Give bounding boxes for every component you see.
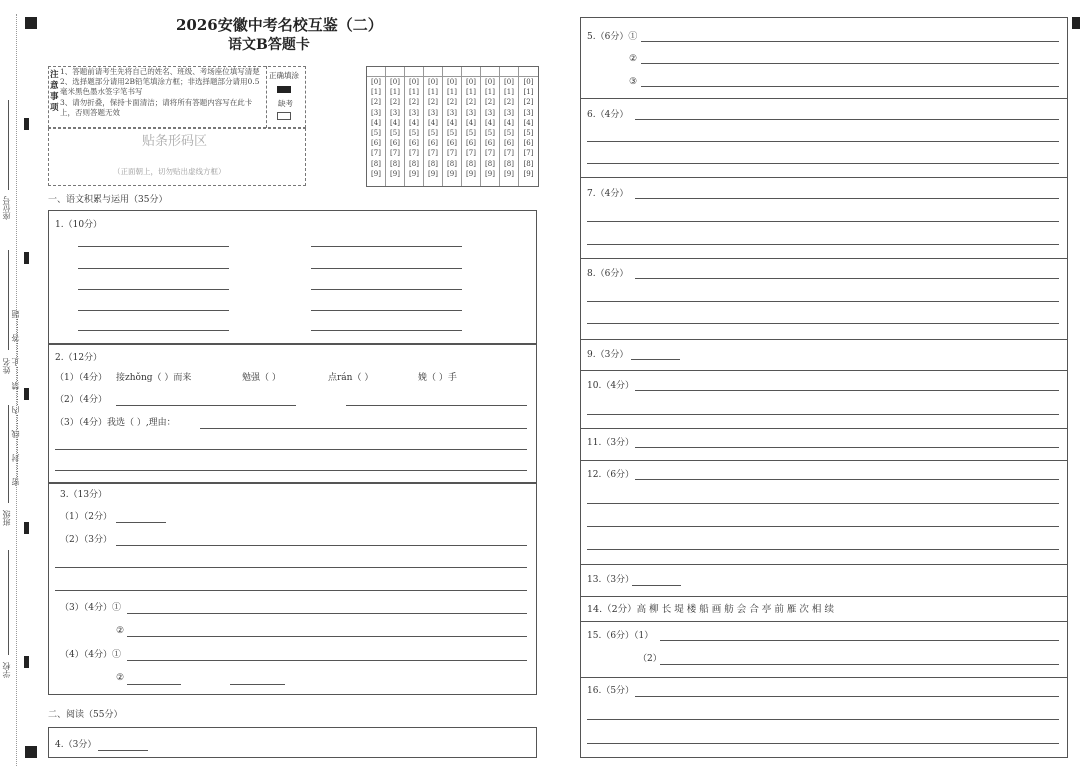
id-digit-bubble[interactable]: [7] bbox=[390, 149, 400, 158]
id-digit-bubble[interactable]: [3] bbox=[390, 108, 400, 117]
q3-4b-line[interactable] bbox=[230, 684, 285, 685]
q3-1-line[interactable] bbox=[116, 522, 166, 523]
id-digit-bubble[interactable]: [8] bbox=[504, 159, 514, 168]
id-digit-bubble[interactable]: [0] bbox=[504, 78, 514, 86]
name-line bbox=[8, 250, 9, 350]
q5-line[interactable] bbox=[641, 41, 1059, 42]
q1-line[interactable] bbox=[311, 310, 462, 311]
q11-line[interactable] bbox=[635, 447, 1059, 448]
q3-3b-line[interactable] bbox=[127, 636, 527, 637]
id-digit-bubble[interactable]: [6] bbox=[485, 139, 495, 148]
id-digit-bubble[interactable]: [6] bbox=[447, 139, 457, 148]
id-digit-bubble[interactable]: [5] bbox=[523, 128, 534, 137]
id-digit-bubble[interactable]: [3] bbox=[447, 108, 457, 117]
id-write-cell[interactable] bbox=[405, 67, 423, 77]
id-digit-bubble[interactable]: [7] bbox=[428, 149, 438, 158]
id-digit-bubble[interactable]: [1] bbox=[428, 88, 438, 97]
id-digit-bubble[interactable]: [4] bbox=[428, 118, 438, 127]
q8-line[interactable] bbox=[635, 278, 1059, 279]
notice-items bbox=[60, 67, 266, 118]
corner-mark-top-right bbox=[1072, 17, 1080, 29]
timing-mark bbox=[24, 252, 29, 264]
q16-line[interactable] bbox=[587, 719, 1059, 720]
q8-line[interactable] bbox=[587, 301, 1059, 302]
id-digit-bubble[interactable]: [6] bbox=[523, 139, 534, 148]
name-label: 姓名 bbox=[2, 358, 11, 374]
q5c-line[interactable] bbox=[641, 86, 1059, 87]
q2-1-b[interactable]: 勉强（ ） bbox=[242, 373, 281, 383]
notice-item-3: 3、请勿折叠，保持卡面清洁；请将所有答题内容写在此卡上，否则答题无效 bbox=[60, 97, 253, 117]
q3-2-line[interactable] bbox=[55, 590, 527, 591]
absent-label: 缺考 bbox=[278, 99, 293, 108]
id-digit-bubble[interactable]: [5] bbox=[371, 128, 381, 137]
id-digit-bubble[interactable]: [6] bbox=[409, 139, 419, 148]
id-digit-bubble[interactable]: [4] bbox=[447, 118, 457, 127]
id-digit-bubble[interactable]: [2] bbox=[409, 98, 419, 107]
q3-4-line[interactable] bbox=[127, 660, 527, 661]
id-digit-bubble[interactable]: [8] bbox=[428, 159, 438, 168]
q2-1-d[interactable]: 娩（ ）手 bbox=[418, 373, 457, 383]
id-digit-bubble[interactable]: [1] bbox=[447, 88, 457, 97]
q2-3-line[interactable] bbox=[55, 470, 527, 471]
timing-mark bbox=[24, 388, 29, 400]
q3-2-label: （2）（3分） bbox=[60, 535, 112, 545]
id-digit-bubble[interactable]: [5] bbox=[409, 128, 419, 137]
id-digit-bubble[interactable]: [5] bbox=[390, 128, 400, 137]
q9-label: 9.（3分） bbox=[587, 350, 629, 360]
id-digit-bubble[interactable]: [0] bbox=[390, 78, 400, 86]
id-digit-bubble[interactable]: [0] bbox=[428, 78, 438, 86]
id-digit-bubble[interactable]: [9] bbox=[409, 169, 419, 178]
id-digit-bubble[interactable]: [9] bbox=[504, 169, 514, 178]
q1-box bbox=[48, 210, 537, 344]
id-digit-bubble[interactable]: [8] bbox=[466, 159, 476, 168]
id-digit-bubble[interactable]: [6] bbox=[466, 139, 476, 148]
q3-3b-label: ② bbox=[116, 626, 125, 636]
id-digit-bubble[interactable]: [3] bbox=[409, 108, 419, 117]
q2-3-line[interactable] bbox=[200, 428, 527, 429]
section-divider bbox=[580, 621, 1068, 622]
q12-line[interactable] bbox=[587, 503, 1059, 504]
id-write-cell[interactable] bbox=[519, 67, 538, 77]
id-digit-bubble[interactable]: [5] bbox=[485, 128, 495, 137]
id-digit-bubble[interactable]: [8] bbox=[485, 159, 495, 168]
id-digit-bubble[interactable]: [0] bbox=[523, 78, 534, 86]
q15-line[interactable] bbox=[660, 640, 1059, 641]
id-digit-bubble[interactable]: [4] bbox=[390, 118, 400, 127]
q13-line[interactable] bbox=[632, 585, 681, 586]
q6-line[interactable] bbox=[587, 141, 1059, 142]
id-digit-bubble[interactable]: [3] bbox=[504, 108, 514, 117]
id-digit-bubble[interactable]: [9] bbox=[523, 169, 534, 178]
q2-1-c[interactable]: 点rán（ ） bbox=[328, 373, 374, 383]
section-divider bbox=[580, 370, 1068, 371]
q12-line[interactable] bbox=[587, 549, 1059, 550]
fill-example-mark bbox=[277, 86, 291, 93]
q12-line[interactable] bbox=[635, 479, 1059, 480]
id-digit-bubble[interactable]: [7] bbox=[485, 149, 495, 158]
id-digit-bubble[interactable]: [0] bbox=[409, 78, 419, 86]
q1-line[interactable] bbox=[311, 268, 462, 269]
id-digit-bubble[interactable]: [8] bbox=[523, 159, 534, 168]
id-digit-bubble[interactable]: [7] bbox=[447, 149, 457, 158]
id-digit-bubble[interactable]: [9] bbox=[390, 169, 400, 178]
q2-1-a[interactable]: 接zhǒng（ ）而来 bbox=[116, 373, 192, 383]
id-write-cell[interactable] bbox=[481, 67, 499, 77]
seal-label: 密……封……线……内……禁……止……答……题 bbox=[11, 310, 20, 486]
fill-divider bbox=[266, 66, 267, 128]
id-digit-bubble[interactable]: [1] bbox=[504, 88, 514, 97]
corner-mark-bottom-left bbox=[25, 746, 37, 758]
right-column-box bbox=[580, 17, 1068, 758]
id-digit-bubble[interactable]: [0] bbox=[371, 78, 381, 86]
q12-line[interactable] bbox=[587, 526, 1059, 527]
q9-line[interactable] bbox=[631, 359, 680, 360]
q14-label: 14.（2分）高 柳 长 堤 楼 船 画 舫 会 合 亭 前 雁 次 相 续 bbox=[587, 604, 834, 615]
notice-item-1: 1、答题前请考生先将自己的姓名、班级、考场座位填写清楚 bbox=[60, 67, 260, 76]
id-digit-bubble[interactable]: [8] bbox=[447, 159, 457, 168]
class-line bbox=[8, 405, 9, 503]
id-digit-bubble[interactable]: [9] bbox=[485, 169, 495, 178]
id-write-cell[interactable] bbox=[462, 67, 480, 77]
id-write-cell[interactable] bbox=[424, 67, 442, 77]
q1-line[interactable] bbox=[311, 289, 462, 290]
id-digit-bubble[interactable]: [4] bbox=[466, 118, 476, 127]
q2-1-label: （1）（4分） bbox=[55, 373, 107, 383]
id-digit-bubble[interactable]: [6] bbox=[390, 139, 400, 148]
id-digit-bubble[interactable]: [2] bbox=[466, 98, 476, 107]
q8-line[interactable] bbox=[587, 323, 1059, 324]
section-divider bbox=[580, 564, 1068, 565]
q1-line[interactable] bbox=[311, 246, 462, 247]
id-grid-column bbox=[481, 67, 500, 186]
id-digit-bubble[interactable]: [3] bbox=[466, 108, 476, 117]
q7-line[interactable] bbox=[635, 198, 1059, 199]
q6-line[interactable] bbox=[587, 163, 1059, 164]
q15-label: 15.（6分）（1） bbox=[587, 631, 654, 641]
section-divider bbox=[580, 339, 1068, 340]
id-write-cell[interactable] bbox=[443, 67, 461, 77]
id-digit-bubble[interactable]: [9] bbox=[428, 169, 438, 178]
id-digit-bubble[interactable]: [1] bbox=[523, 88, 534, 97]
id-grid-column bbox=[519, 67, 538, 186]
section-2-title: 二、阅读（55分） bbox=[48, 710, 123, 720]
id-grid-column bbox=[424, 67, 443, 186]
id-write-cell[interactable] bbox=[367, 67, 385, 77]
id-digit-bubble[interactable]: [4] bbox=[504, 118, 514, 127]
q6-label: 6.（4分） bbox=[587, 110, 629, 120]
id-digit-bubble[interactable]: [2] bbox=[504, 98, 514, 107]
id-digit-bubble[interactable]: [0] bbox=[466, 78, 476, 86]
q1-line[interactable] bbox=[78, 246, 229, 247]
absent-checkbox[interactable] bbox=[277, 112, 291, 120]
q11-label: 11.（3分） bbox=[587, 438, 635, 448]
q7-line[interactable] bbox=[587, 244, 1059, 245]
section-divider bbox=[580, 677, 1068, 678]
id-write-cell[interactable] bbox=[386, 67, 404, 77]
q10-line[interactable] bbox=[587, 414, 1059, 415]
q1-line[interactable] bbox=[78, 310, 229, 311]
q2-3-line[interactable] bbox=[55, 449, 527, 450]
id-digit-bubble[interactable]: [9] bbox=[447, 169, 457, 178]
id-digit-bubble[interactable]: [3] bbox=[428, 108, 438, 117]
section-divider bbox=[580, 258, 1068, 259]
timing-mark bbox=[24, 522, 29, 534]
q4-label: 4.（3分） bbox=[55, 740, 97, 750]
id-digit-bubble[interactable]: [8] bbox=[390, 159, 400, 168]
seat-line bbox=[8, 100, 9, 190]
seat-label: 座位号 bbox=[2, 196, 11, 220]
id-digit-bubble[interactable]: [7] bbox=[523, 149, 534, 158]
id-digit-bubble[interactable]: [1] bbox=[466, 88, 476, 97]
id-digit-bubble[interactable]: [4] bbox=[371, 118, 381, 127]
q2-2-label: （2）（4分） bbox=[55, 395, 107, 405]
q3-box bbox=[48, 483, 537, 695]
id-digit-bubble[interactable]: [8] bbox=[409, 159, 419, 168]
class-label: 班级 bbox=[2, 510, 11, 526]
q3-2-line[interactable] bbox=[116, 545, 527, 546]
id-digit-bubble[interactable]: [2] bbox=[447, 98, 457, 107]
q10-line[interactable] bbox=[635, 390, 1059, 391]
id-digit-bubble[interactable]: [6] bbox=[428, 139, 438, 148]
id-digit-bubble[interactable]: [8] bbox=[371, 159, 381, 168]
section-1-title: 一、语文积累与运用（35分） bbox=[48, 195, 168, 205]
student-id-grid[interactable] bbox=[366, 66, 539, 187]
q10-label: 10.（4分） bbox=[587, 381, 635, 391]
id-digit-bubble[interactable]: [7] bbox=[371, 149, 381, 158]
q1-line[interactable] bbox=[78, 289, 229, 290]
id-digit-bubble[interactable]: [3] bbox=[523, 108, 534, 117]
id-digit-bubble[interactable]: [7] bbox=[504, 149, 514, 158]
q1-label: 1.（10分） bbox=[55, 220, 103, 230]
q5b-label: ② bbox=[629, 54, 638, 64]
q2-label: 2.（12分） bbox=[55, 353, 103, 363]
id-digit-bubble[interactable]: [7] bbox=[466, 149, 476, 158]
barcode-hint: （正面朝上，切勿贴出虚线方框） bbox=[113, 167, 226, 176]
q4-line[interactable] bbox=[98, 750, 148, 751]
q2-2-line[interactable] bbox=[346, 405, 527, 406]
section-divider bbox=[580, 98, 1068, 99]
id-digit-bubble[interactable]: [1] bbox=[409, 88, 419, 97]
id-digit-bubble[interactable]: [5] bbox=[428, 128, 438, 137]
q3-4b-line[interactable] bbox=[127, 684, 181, 685]
section-divider bbox=[580, 596, 1068, 597]
q8-label: 8.（6分） bbox=[587, 269, 629, 279]
section-divider bbox=[580, 460, 1068, 461]
id-digit-bubble[interactable]: [2] bbox=[371, 98, 381, 107]
id-digit-bubble[interactable]: [2] bbox=[523, 98, 534, 107]
id-grid-column bbox=[462, 67, 481, 186]
exam-subtitle: 语文B答题卡 bbox=[228, 37, 310, 53]
q1-line[interactable] bbox=[311, 330, 462, 331]
id-digit-bubble[interactable]: [4] bbox=[485, 118, 495, 127]
timing-mark bbox=[24, 118, 29, 130]
id-grid-column bbox=[443, 67, 462, 186]
q2-3-label: （3）（4分）我选（ ）,理由： bbox=[55, 418, 176, 428]
q1-line[interactable] bbox=[78, 268, 229, 269]
q13-label: 13.（3分） bbox=[587, 575, 635, 585]
id-digit-bubble[interactable]: [5] bbox=[447, 128, 457, 137]
id-digit-bubble[interactable]: [5] bbox=[504, 128, 514, 137]
q16-line[interactable] bbox=[635, 696, 1059, 697]
q15b-line[interactable] bbox=[660, 664, 1059, 665]
id-digit-bubble[interactable]: [2] bbox=[390, 98, 400, 107]
id-digit-bubble[interactable]: [1] bbox=[371, 88, 381, 97]
id-digit-bubble[interactable]: [6] bbox=[371, 139, 381, 148]
q7-line[interactable] bbox=[587, 221, 1059, 222]
id-digit-bubble[interactable]: [2] bbox=[428, 98, 438, 107]
corner-mark-top-left bbox=[25, 17, 37, 29]
q3-2-line[interactable] bbox=[55, 567, 527, 568]
q3-4-label: （4）（4分）① bbox=[60, 650, 121, 660]
id-grid-column bbox=[386, 67, 405, 186]
id-digit-bubble[interactable]: [7] bbox=[409, 149, 419, 158]
id-grid-column bbox=[500, 67, 519, 186]
section-divider bbox=[580, 428, 1068, 429]
q5b-line[interactable] bbox=[641, 63, 1059, 64]
q6-line[interactable] bbox=[635, 119, 1059, 120]
q3-4b-label: ② bbox=[116, 673, 125, 683]
id-digit-bubble[interactable]: [2] bbox=[485, 98, 495, 107]
q16-line[interactable] bbox=[587, 743, 1059, 744]
q5c-label: ③ bbox=[629, 77, 638, 87]
id-digit-bubble[interactable]: [1] bbox=[485, 88, 495, 97]
id-write-cell[interactable] bbox=[500, 67, 518, 77]
school-line bbox=[8, 550, 9, 655]
q5-label: 5.（6分）① bbox=[587, 32, 638, 42]
q15b-label: （2） bbox=[638, 654, 662, 664]
id-digit-bubble[interactable]: [6] bbox=[504, 139, 514, 148]
id-digit-bubble[interactable]: [9] bbox=[371, 169, 381, 178]
q3-3-line[interactable] bbox=[127, 613, 527, 614]
fill-example-label: 正确填涂 bbox=[269, 71, 299, 80]
id-digit-bubble[interactable]: [3] bbox=[371, 108, 381, 117]
id-digit-bubble[interactable]: [9] bbox=[466, 169, 476, 178]
id-grid-column bbox=[405, 67, 424, 186]
q7-label: 7.（4分） bbox=[587, 189, 629, 199]
id-digit-bubble[interactable]: [3] bbox=[485, 108, 495, 117]
id-digit-bubble[interactable]: [5] bbox=[466, 128, 476, 137]
q2-box bbox=[48, 344, 537, 483]
q12-label: 12.（6分） bbox=[587, 470, 635, 480]
section-divider bbox=[580, 177, 1068, 178]
exam-title: 2026安徽中考名校互鉴（二） bbox=[176, 16, 383, 34]
q2-2-line[interactable] bbox=[116, 405, 296, 406]
q3-1-label: （1）（2分） bbox=[60, 512, 112, 522]
barcode-title: 贴条形码区 bbox=[142, 134, 208, 149]
timing-mark bbox=[24, 656, 29, 668]
q3-label: 3.（13分） bbox=[60, 490, 108, 500]
notice-item-2: 2、选择题部分请用2B铅笔填涂方框；非选择题部分请用0.5毫米黑色墨水签字笔书写 bbox=[60, 77, 260, 97]
q3-3-label: （3）（4分）① bbox=[60, 603, 121, 613]
id-digit-bubble[interactable]: [4] bbox=[409, 118, 419, 127]
id-digit-bubble[interactable]: [1] bbox=[390, 88, 400, 97]
id-digit-bubble[interactable]: [0] bbox=[447, 78, 457, 86]
notice-label: 注意事项 bbox=[50, 70, 59, 113]
school-label: 学校 bbox=[2, 662, 11, 678]
id-digit-bubble[interactable]: [0] bbox=[485, 78, 495, 86]
q16-label: 16.（5分） bbox=[587, 686, 635, 696]
q4-box bbox=[48, 727, 537, 758]
id-grid-column bbox=[367, 67, 386, 186]
id-digit-bubble[interactable]: [4] bbox=[523, 118, 534, 127]
q1-line[interactable] bbox=[78, 330, 229, 331]
